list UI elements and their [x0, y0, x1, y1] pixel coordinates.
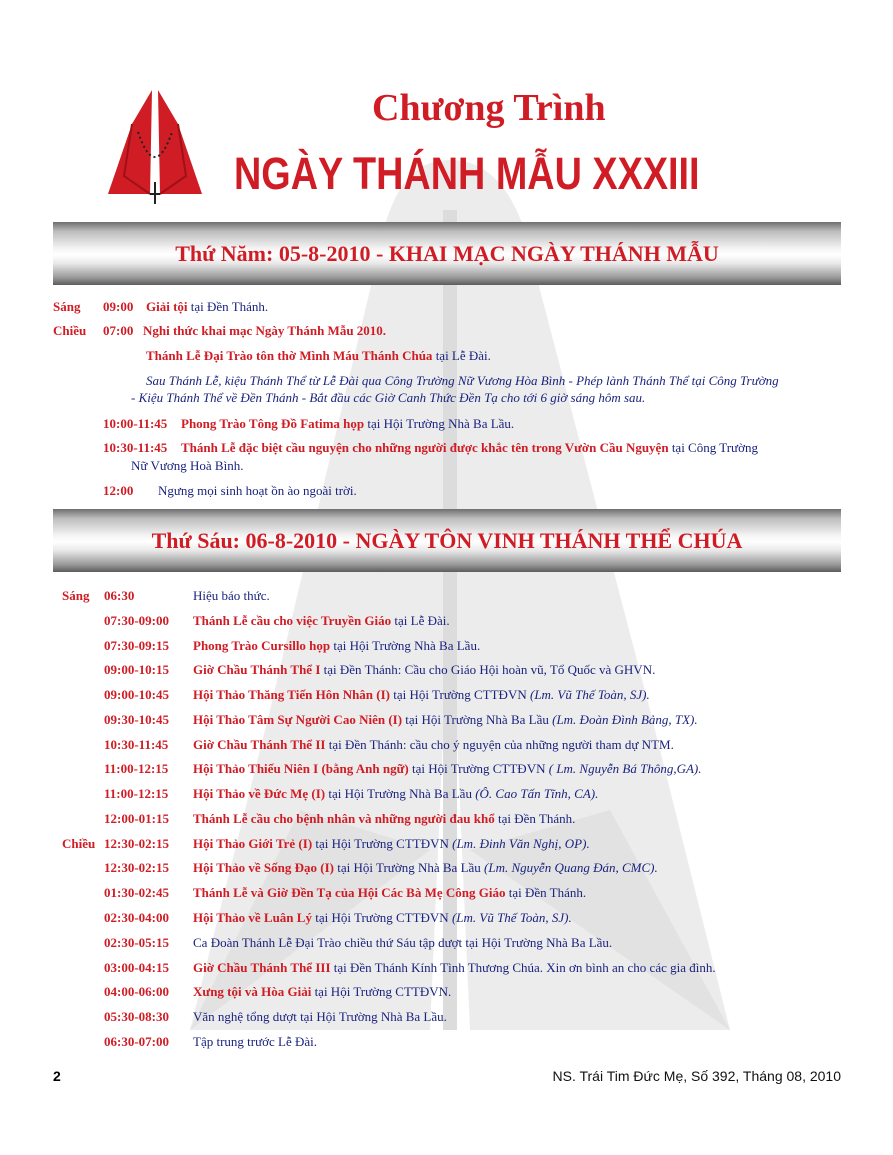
schedule-item: Thánh Lễ đặc biệt cầu nguyện cho những người được khắc tên trong Vườn Cầu Nguyện tại Công Trường [181, 440, 758, 455]
item-time: 12:30-02:15 [104, 860, 169, 875]
day1-banner [53, 222, 841, 285]
item-time: 02:30-05:15 [104, 935, 169, 950]
item-time: 12:00-01:15 [104, 811, 169, 826]
schedule-item: Nghi thức khai mạc Ngày Thánh Mẫu 2010. [143, 323, 387, 338]
schedule-item: Hội Thảo Tâm Sự Người Cao Niên (I) tại Hội Trường Nhà Ba Lầu (Lm. Đoàn Đình Bảng, TX). [193, 712, 698, 727]
day2-heading: Thứ Sáu: 06-8-2010 - NGÀY TÔN VINH THÁNH THỂ CHÚA [151, 527, 743, 553]
item-time: 09:00-10:45 [104, 687, 169, 702]
schedule-item: Giờ Chầu Thánh Thể I tại Đền Thánh: Cầu cho Giáo Hội hoàn vũ, Tổ Quốc và GHVN. [193, 662, 656, 677]
item-time: 06:30 [104, 588, 135, 603]
item-time: 10:30-11:45 [103, 440, 168, 455]
schedule-item: Thánh Lễ cầu cho việc Truyền Giáo tại Lễ Đài. [193, 613, 450, 628]
schedule-item: Thánh Lễ và Giờ Đền Tạ của Hội Các Bà Mẹ Công Giáo tại Đền Thánh. [193, 885, 587, 900]
program-title: Chương Trình [372, 87, 606, 129]
schedule-note: - Kiệu Thánh Thể về Đền Thánh - Bắt đầu các Giờ Canh Thức Đền Tạ cho tới 6 giờ sáng hôm sau. [131, 390, 646, 405]
item-time: 06:30-07:00 [104, 1034, 169, 1049]
period-label: Sáng [53, 299, 81, 314]
item-time: 10:30-11:45 [104, 737, 169, 752]
event-title: NGÀY THÁNH MẪU XXXIII [234, 148, 700, 199]
item-time: 11:00-12:15 [104, 761, 169, 776]
schedule-item: Hội Thảo về Luân Lý tại Hội Trường CTTĐVN (Lm. Vũ Thế Toàn, SJ). [193, 910, 572, 925]
schedule-item: Hội Thảo Thiếu Niên I (bằng Anh ngữ) tại Hội Trường CTTĐVN ( Lm. Nguyễn Bá Thông,GA). [193, 761, 702, 776]
period-label: Chiều [62, 836, 96, 851]
item-time: 10:00-11:45 [103, 416, 168, 431]
schedule-item: Phong Trào Tông Đồ Fatima họp tại Hội Trường Nhà Ba Lầu. [181, 416, 515, 431]
schedule-item: Giải tội tại Đền Thánh. [146, 299, 269, 314]
period-label: Chiều [53, 323, 87, 338]
item-time: 07:00 [103, 323, 134, 338]
item-time: 04:00-06:00 [104, 984, 169, 999]
item-time: 09:30-10:45 [104, 712, 169, 727]
schedule-item: Ca Đoàn Thánh Lễ Đại Trào chiều thứ Sáu tập dượt tại Hội Trường Nhà Ba Lầu. [193, 935, 613, 950]
period-label: Sáng [62, 588, 90, 603]
item-time: 09:00-10:15 [104, 662, 169, 677]
item-time: 12:00 [103, 483, 134, 498]
page-number: 2 [53, 1068, 61, 1084]
item-time: 07:30-09:00 [104, 613, 169, 628]
item-time: 03:00-04:15 [104, 960, 169, 975]
schedule-item: Thánh Lễ Đại Trào tôn thờ Mình Máu Thánh Chúa tại Lễ Đài. [146, 348, 491, 363]
praying-hands-logo [102, 86, 206, 208]
item-time: 07:30-09:15 [104, 638, 169, 653]
item-time: 12:30-02:15 [104, 836, 169, 851]
publication-footer: NS. Trái Tim Đức Mẹ, Số 392, Tháng 08, 2010 [552, 1068, 841, 1084]
schedule-note: Sau Thánh Lễ, kiệu Thánh Thể từ Lễ Đài qua Công Trường Nữ Vương Hòa Bình - Phép lành Thánh Thể tại Công Trường [146, 373, 779, 388]
schedule-item: Tập trung trước Lễ Đài. [193, 1034, 318, 1049]
schedule-item-continued: Nữ Vương Hoà Bình. [131, 458, 244, 473]
schedule-item: Hội Thảo về Đức Mẹ (I) tại Hội Trường Nhà Ba Lầu (Ô. Cao Tấn Tĩnh, CA). [193, 786, 599, 801]
schedule-item: Giờ Chầu Thánh Thể II tại Đền Thánh: cầu cho ý nguyện của những người tham dự NTM. [193, 737, 674, 752]
schedule-item: Xưng tội và Hòa Giải tại Hội Trường CTTĐVN. [193, 984, 452, 999]
item-time: 01:30-02:45 [104, 885, 169, 900]
item-time: 02:30-04:00 [104, 910, 169, 925]
schedule-item: Hội Thảo Thăng Tiến Hôn Nhân (I) tại Hội Trường CTTĐVN (Lm. Vũ Thế Toàn, SJ). [193, 687, 650, 702]
schedule-item: Hội Thảo Giới Trẻ (I) tại Hội Trường CTTĐVN (Lm. Đinh Văn Nghị, OP). [193, 836, 590, 851]
schedule-item: Thánh Lễ cầu cho bệnh nhân và những người đau khổ tại Đền Thánh. [193, 811, 576, 826]
schedule-item: Văn nghệ tổng dượt tại Hội Trường Nhà Ba Lầu. [193, 1009, 447, 1024]
day1-heading: Thứ Năm: 05-8-2010 - KHAI MẠC NGÀY THÁNH MẪU [175, 240, 719, 266]
schedule-item: Hiệu báo thức. [193, 588, 270, 603]
schedule-item: Giờ Chầu Thánh Thể III tại Đền Thánh Kính Tình Thương Chúa. Xin ơn bình an cho các gia đình. [193, 960, 716, 975]
item-time: 05:30-08:30 [104, 1009, 169, 1024]
item-time: 11:00-12:15 [104, 786, 169, 801]
day2-banner [53, 509, 841, 572]
schedule-item: Ngưng mọi sinh hoạt ồn ào ngoài trời. [158, 483, 357, 498]
item-time: 09:00 [103, 299, 134, 314]
schedule-item: Hội Thảo về Sống Đạo (I) tại Hội Trường Nhà Ba Lầu (Lm. Nguyễn Quang Đán, CMC). [193, 860, 658, 875]
schedule-item: Phong Trào Cursillo họp tại Hội Trường Nhà Ba Lầu. [193, 638, 481, 653]
